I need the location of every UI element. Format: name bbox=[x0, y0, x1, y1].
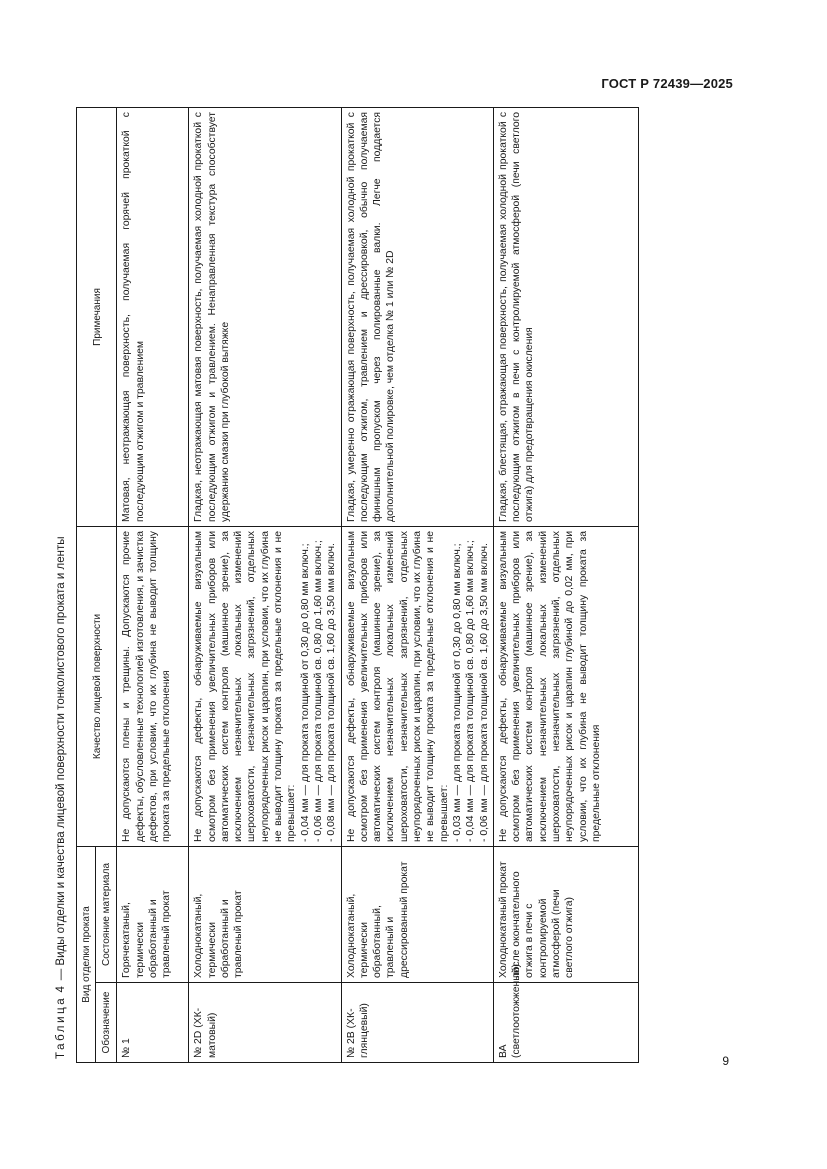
limit-item: - 0,04 мм — для проката толщиной от 0,30 до 0,80 мм включ.; bbox=[299, 543, 311, 842]
cell-designation: № 1 bbox=[117, 983, 189, 1063]
cell-quality bbox=[189, 526, 341, 846]
cell-designation: № 2D (ХК-матовый) bbox=[189, 983, 341, 1063]
quality-text: Не допускаются дефекты, обнаруживаемые визуальным осмотром без применения увеличительных приборов или автоматических систем контроля (машинное зрение), за исключением незначительных локальных изменений шероховатости, незначительных загрязнений, отдельных неупорядоченных рисок и царапин глубиной до 0,02 мм, при условии, что их глубина не выводит толщину проката за предельные отклонения bbox=[497, 530, 602, 842]
cell-notes: Матовая, неотражающая поверхность, получаемая горячей прокаткой с последующим отжигом и травлением bbox=[117, 107, 189, 526]
cell-quality bbox=[117, 526, 189, 846]
cell-designation: № 2В (ХК-глянцевый) bbox=[341, 983, 493, 1063]
cell-quality bbox=[493, 526, 638, 846]
finish-table bbox=[76, 107, 639, 1063]
caption-number: 4 bbox=[55, 983, 67, 993]
cell-condition: Горячекатаный, термически обработанный и травленый прокат bbox=[117, 846, 189, 982]
limit-item: - 0,08 мм — для проката толщиной св. 1,60 до 3,50 мм включ. bbox=[326, 543, 338, 842]
table-row bbox=[493, 107, 638, 1062]
cell-notes: Гладкая, умеренно отражающая поверхность, получаемая холодной прокаткой с последующим отжигом, травлением и дрессировкой, обычно получаемая финишным пропуском через полированные валки. Легче поддается дополнительной полировке, чем отделка № 1 или № 2D bbox=[341, 107, 493, 526]
limit-item: - 0,06 мм — для проката толщиной св. 0,80 до 1,60 мм включ.; bbox=[312, 540, 324, 842]
caption-label: Таблица bbox=[55, 995, 67, 1059]
header-material-condition: Состояние материала bbox=[96, 846, 117, 982]
cell-notes: Гладкая, блестящая, отражающая поверхность, получаемая холодной прокаткой с последующим отжигом в печи с контролируемой атмосферой (печи светлого отжига) для предотвращения окисления bbox=[493, 107, 638, 526]
table-row bbox=[189, 107, 341, 1062]
cell-condition: Холоднокатаный прокат после окончательного отжига в печи с контролируемой атмосферой (печи светлого отжига) bbox=[493, 846, 638, 982]
cell-condition: Холоднокатаный, термически обработанный, травленый и дрессированный прокат bbox=[341, 846, 493, 982]
quality-text: Не допускаются дефекты, обнаруживаемые визуальным осмотром без применения увеличительных приборов или автоматических систем контроля (машинное зрение), за исключением незначительных локальных изменений шероховатости, незначительных загрязнений, отдельных неупорядоченных рисок и царапин, при условии, что их глубина не выводит толщину проката за предельные отклонения и не превышает: bbox=[193, 530, 298, 842]
limits-list bbox=[451, 531, 491, 842]
limit-item: - 0,03 мм — для проката толщиной от 0,30 до 0,80 мм включ.; bbox=[451, 543, 463, 842]
page-number: 9 bbox=[722, 1054, 729, 1068]
rotated-table-block bbox=[54, 108, 639, 1063]
header-row-1 bbox=[77, 107, 96, 1062]
limit-item: - 0,06 мм — для проката толщиной св. 1,60 до 3,50 мм включ. bbox=[478, 543, 490, 842]
limit-item: - 0,04 мм — для проката толщиной св. 0,80 до 1,60 мм включ.; bbox=[465, 540, 477, 842]
table-caption bbox=[54, 108, 76, 1063]
table-row bbox=[341, 107, 493, 1062]
limits-list bbox=[299, 531, 339, 842]
standard-code: ГОСТ Р 72439—2025 bbox=[601, 76, 733, 91]
header-surface-quality: Качество лицевой поверхности bbox=[77, 526, 117, 846]
table-row bbox=[117, 107, 189, 1062]
cell-designation: ВА (светлоотожженый) bbox=[493, 983, 638, 1063]
cell-quality bbox=[341, 526, 493, 846]
caption-title: — Виды отделки и качества лицевой поверхности тонколистового проката и ленты bbox=[55, 536, 67, 981]
header-finish-type-group: Вид отделки проката bbox=[77, 846, 96, 1062]
header-notes: Примечания bbox=[77, 107, 117, 526]
quality-text: Не допускаются дефекты, обнаруживаемые визуальным осмотром без применения увеличительных приборов или автоматических систем контроля (машинное зрение), за исключением незначительных локальных изменений шероховатости, незначительных загрязнений, отдельных неупорядоченных рисок и царапин, при условии, что их глубина не выводит толщину проката за предельные отклонения и не превышает: bbox=[345, 530, 450, 842]
cell-notes: Гладкая, неотражающая матовая поверхность, получаемая холодной прокаткой с последующим отжигом и травлением. Ненаправленная текстура способствует удержанию смазки при глубокой вытяжке bbox=[189, 107, 341, 526]
quality-text: Не допускаются плены и трещины. Допускаются прочие дефекты, обусловленные технологией изготовления, и зачистка дефектов, при условии, что их глубина не выводит толщину проката за предельные отклонения bbox=[121, 530, 173, 842]
header-designation: Обозначение bbox=[96, 983, 117, 1063]
cell-condition: Холоднокатаный, термически обработанный и травленый прокат bbox=[189, 846, 341, 982]
